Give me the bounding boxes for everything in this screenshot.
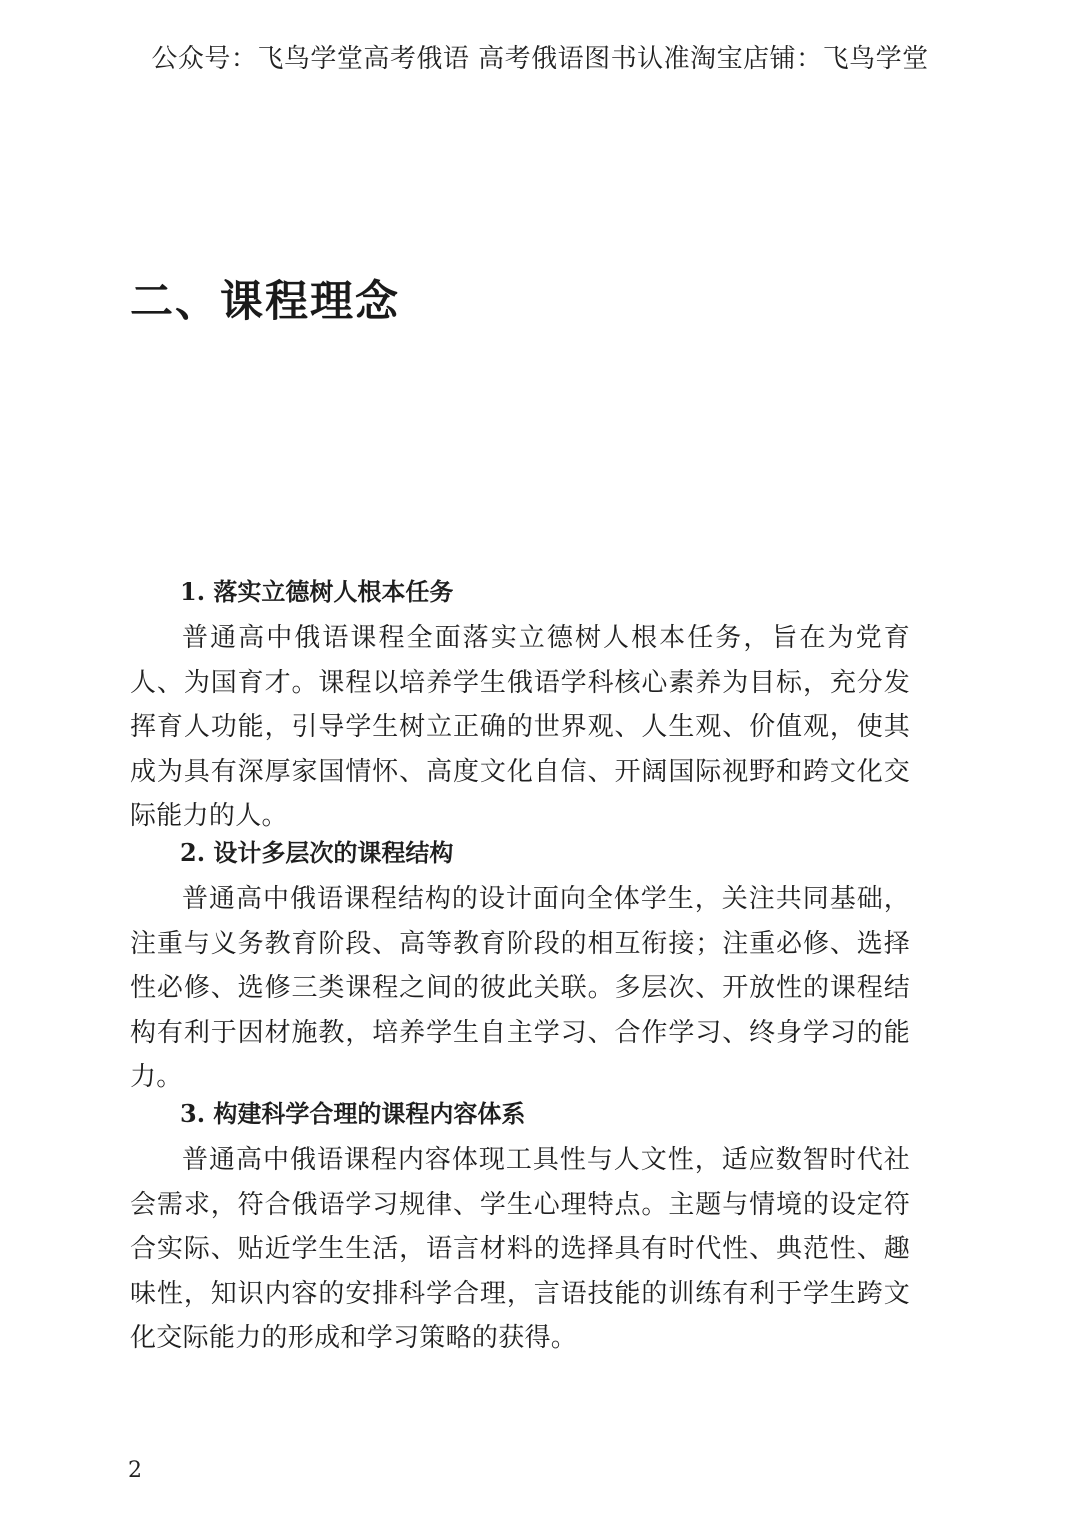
section-1	[130, 574, 910, 839]
section-3	[130, 1096, 910, 1361]
section-heading: 3. 构建科学合理的课程内容体系	[180, 1099, 526, 1128]
page-number: 2	[128, 1458, 142, 1483]
section-paragraph: 普通高中俄语课程内容体现工具性与人文性，适应数智时代社会需求，符合俄语学习规律、学生心理特点。主题与情境的设定符合实际、贴近学生生活，语言材料的选择具有时代性、典范性、趣味性，知识内容的安排科学合理，言语技能的训练有利于学生跨文化交际能力的形成和学习策略的获得。	[130, 1145, 910, 1353]
chapter-title: 二、课程理念	[130, 277, 400, 327]
section-paragraph: 普通高中俄语课程结构的设计面向全体学生，关注共同基础，注重与义务教育阶段、高等教育阶段的相互衔接；注重必修、选择性必修、选修三类课程之间的彼此关联。多层次、开放性的课程结构有利于因材施教，培养学生自主学习、合作学习、终身学习的能力。	[130, 884, 910, 1092]
section-heading: 2. 设计多层次的课程结构	[180, 838, 454, 867]
header-note: 公众号：飞鸟学堂高考俄语 高考俄语图书认准淘宝店铺：飞鸟学堂	[151, 44, 929, 74]
section-2	[130, 835, 910, 1100]
section-paragraph: 普通高中俄语课程全面落实立德树人根本任务，旨在为党育人、为国育才。课程以培养学生俄语学科核心素养为目标，充分发挥育人功能，引导学生树立正确的世界观、人生观、价值观，使其成为具有深厚家国情怀、高度文化自信、开阔国际视野和跨文化交际能力的人。	[130, 623, 910, 831]
section-heading: 1. 落实立德树人根本任务	[180, 577, 454, 606]
